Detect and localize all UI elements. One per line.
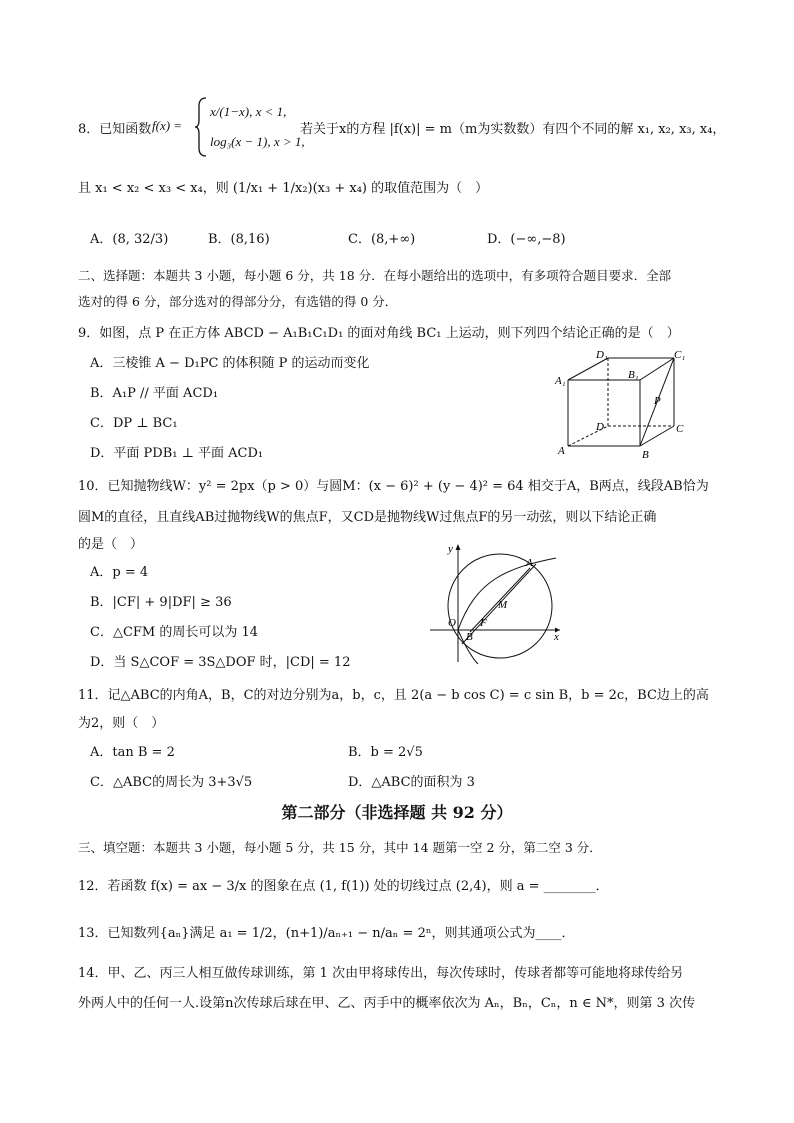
section2-line2: 选对的得 6 分，部分选对的得部分分，有选错的得 0 分． <box>78 294 398 309</box>
cube-label-p: P <box>654 395 661 407</box>
parabola-label-b: B <box>466 631 473 643</box>
q11-option-d: D．△ABC的面积为 3 <box>348 775 475 790</box>
q10-option-c: C．△CFM 的周长可以为 14 <box>90 625 259 640</box>
q8-fx: f(x) = <box>152 118 183 133</box>
cube-label-d: D <box>596 421 604 433</box>
cube-label-c1: C₁ <box>674 349 686 361</box>
parabola-label-x: x <box>554 631 559 643</box>
cube-label-d1: D₁ <box>596 349 608 361</box>
cube-label-b1: B₁ <box>628 369 639 381</box>
q10-line1: 10．已知抛物线W：y² = 2px（p > 0）与圆M：(x − 6)² + (y − 4)² = 64 相交于A，B两点，线段AB恰为 <box>78 479 709 494</box>
parabola-label-y: y <box>448 543 453 555</box>
q8-option-d: D．(−∞,−8) <box>487 232 566 247</box>
cube-label-b: B <box>642 449 649 461</box>
q11-option-a: A．tan B = 2 <box>90 745 175 760</box>
q8-option-b: B．(8,16) <box>208 232 270 247</box>
q10-option-a: A．p = 4 <box>90 565 149 580</box>
q9-stem: 9．如图，点 P 在正方体 ABCD − A₁B₁C₁D₁ 的面对角线 BC₁ 上运动，则下列四个结论正确的是（ ） <box>78 326 680 341</box>
q11-option-b: B．b = 2√5 <box>348 745 423 760</box>
q11-line1: 11．记△ABC的内角A，B，C的对边分别为a，b，c，且 2(a − b cos C) = c sin B，b = 2c，BC边上的高 <box>78 688 709 703</box>
cube-figure <box>550 346 690 464</box>
parabola-label-o: O <box>448 617 456 629</box>
parabola-figure <box>426 540 566 666</box>
q8-piece1: x/(1−x), x < 1, <box>210 104 287 119</box>
section3-heading: 三、填空题：本题共 3 小题，每小题 5 分，共 15 分，其中 14 题第一空 2 分，第二空 3 分． <box>78 840 602 855</box>
q14-line2: 外两人中的任何一人.设第n次传球后球在甲、乙、丙手中的概率依次为 Aₙ，Bₙ，Cₙ，n ∈ N*，则第 3 次传 <box>78 996 696 1011</box>
q8-middle: 若关于x的方程 |f(x)| = m（m为实数数）有四个不同的解 x₁, x₂, x₃, x₄， <box>300 122 726 137</box>
q9-option-a: A．三棱锥 A − D₁PC 的体积随 P 的运动而变化 <box>90 356 370 371</box>
q8-prefix: 8．已知函数 <box>78 122 152 137</box>
q14-line1: 14．甲、乙、丙三人相互做传球训练，第 1 次由甲将球传出，每次传球时，传球者都等可能地将球传给另 <box>78 966 684 981</box>
q10-option-b: B．|CF| + 9|DF| ≥ 36 <box>90 595 232 610</box>
q10-line2: 圆M的直径，且直线AB过抛物线W的焦点F，又CD是抛物线W过焦点F的另一动弦，则以下结论正确 <box>78 510 657 525</box>
parabola-label-f: F <box>480 617 487 629</box>
q12-text: 12．若函数 f(x) = ax − 3/x 的图象在点 (1, f(1)) 处的切线过点 (2,4)，则 a = ________． <box>78 879 609 894</box>
cube-label-a: A <box>558 445 565 457</box>
q9-option-d: D．平面 PDB₁ ⊥ 平面 ACD₁ <box>90 446 264 461</box>
q8-line2: 且 x₁ < x₂ < x₃ < x₄，则 (1/x₁ + 1/x₂)(x₃ + x₄) 的取值范围为（ ） <box>78 181 489 196</box>
q9-option-b: B．A₁P // 平面 ACD₁ <box>90 386 219 401</box>
q8-brace <box>194 96 208 158</box>
q11-option-c: C．△ABC的周长为 3+3√5 <box>90 775 253 790</box>
section2-line1: 二、选择题：本题共 3 小题，每小题 6 分，共 18 分．在每小题给出的选项中，有多项符合题目要求．全部 <box>78 268 672 283</box>
q8-option-a: A．(8, 32/3) <box>90 232 169 247</box>
q9-option-c: C．DP ⊥ BC₁ <box>90 416 178 431</box>
parabola-label-a: A <box>526 557 533 569</box>
q8-piece2: log₃(x − 1), x > 1, <box>210 134 305 149</box>
cube-label-a1: A₁ <box>555 375 566 387</box>
q11-line2: 为2，则（ ） <box>78 716 165 731</box>
q10-option-d: D．当 S△COF = 3S△DOF 时，|CD| = 12 <box>90 655 351 670</box>
cube-label-c: C <box>676 423 684 435</box>
part2-title: 第二部分（非选择题 共 92 分） <box>281 803 513 822</box>
q13-text: 13．已知数列{aₙ}满足 a₁ = 1/2，(n+1)/aₙ₊₁ − n/aₙ = 2ⁿ，则其通项公式为____． <box>78 926 575 941</box>
q10-line3: 的是（ ） <box>78 537 144 552</box>
q8-option-c: C．(8,+∞) <box>348 232 416 247</box>
parabola-label-m: M <box>498 599 508 611</box>
